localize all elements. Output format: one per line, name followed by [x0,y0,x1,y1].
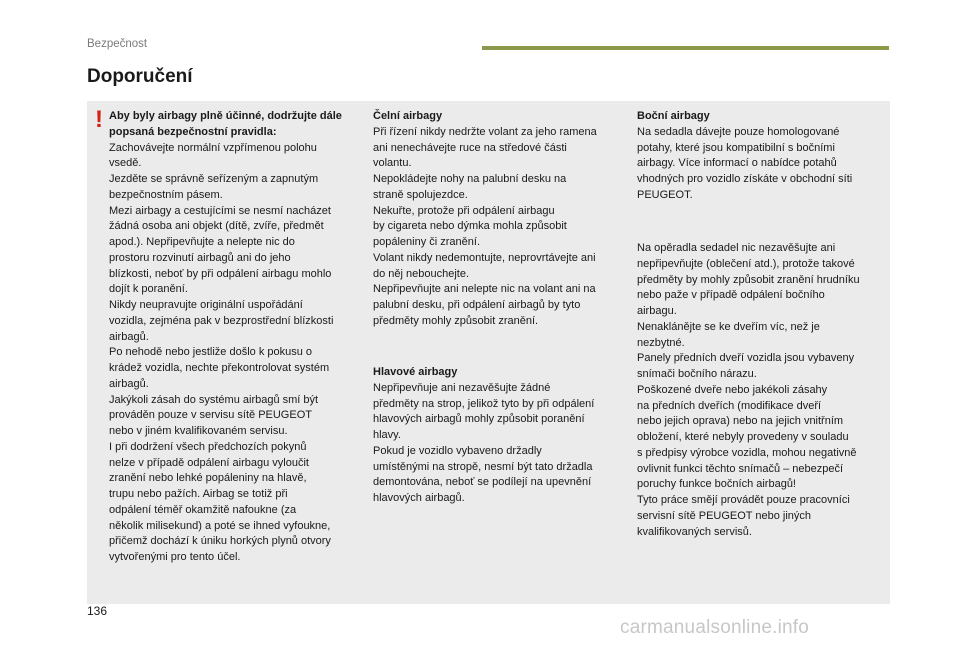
side-airbags-body-2: Na opěradla sedadel nic nezavěšujte ani nepřipevňujte (oblečení atd.), protože takové předměty by mohly způsobit zranění hrudníku nebo paže v případě odpálení bočního airbagu. Nenaklánějte se ke dveřím víc, než je nezbytné. Panely předních dveří vozidla jsou vybaveny snímači bočního nárazu. Poškozené dveře nebo jakékoli zásahy na předních dveřích (modifikace dveří nebo jejich oprava) nebo na jejich vnitřním obložení, které nebyly provedeny v souladu s předpisy výrobce vozidla, mohou negativně ovlivnit funkci těchto snímačů – nebezpečí poruchy funkce bočních airbagů! Tyto práce smějí provádět pouze pracovníci servisní sítě PEUGEOT nebo jiných kvalifikovaných servisů. [637,242,860,538]
column-general [109,109,359,566]
head-airbags-heading: Hlavové airbagy [373,366,458,378]
column-head-airbags [373,365,623,507]
page-title: Doporučení [87,66,193,87]
header-divider-bar [482,46,889,50]
column-front-airbags [373,109,623,330]
side-airbags-body: Na sedadla dávejte pouze homologované potahy, které jsou kompatibilní s bočními airbagy. Více informací o nabídce potahů vhodných pro vozidlo získáte v obchodní síti PEUGEOT. [637,125,853,201]
page-number: 136 [87,604,108,618]
section-label: Bezpečnost [87,38,148,50]
watermark: carmanualsonline.info [620,617,810,638]
general-body: Zachovávejte normální vzpřímenou polohu vsedě. Jezděte se správně seřízeným a zapnutým bezpečnostním pásem. Mezi airbagy a cestujícími se nesmí nacházet žádná osoba ani objekt (dítě, zvíře, předmět apod.). Nepřipevňujte a nelepte nic do prostoru rozvinutí airbagů ani do jeho blízkosti, neboť by při odpálení airbagu mohlo dojít k poranění. Nikdy neupravujte originální uspořádání vozidla, zejména pak v bezprostřední blízkosti airbagů. Po nehodě nebo jestliže došlo k pokusu o krádež vozidla, nechte překontrolovat systém airbagů. Jakýkoli zásah do systému airbagů smí být prováděn pouze v servisu sítě PEUGEOT nebo v jiném kvalifikovaném servisu. I při dodržení všech předchozích pokynů nelze v případě odpálení airbagu vyloučit zranění nebo lehké popáleniny na hlavě, trupu nebo pažích. Airbag se totiž při odpálení téměř okamžitě nafoukne (za několik milisekund) a poté se ihned vyfoukne, přičemž dochází k úniku horkých plynů otvory vytvořenými pro tento účel. [109,141,334,563]
front-airbags-heading: Čelní airbagy [373,110,443,122]
general-heading: Aby byly airbagy plně účinné, dodržujte dále popsaná bezpečnostní pravidla: [109,110,342,138]
front-airbags-body: Při řízení nikdy nedržte volant za jeho ramena ani nenechávejte ruce na středové části volantu. Nepokládejte nohy na palubní desku na straně spolujezdce. Nekuřte, protože při odpálení airbagu by cigareta nebo dýmka mohla způsobit popáleniny či zranění. Volant nikdy nedemontujte, neprovrtávejte ani do něj nebouchejte. Nepřipevňujte ani nelepte nic na volant ani na palubní desku, při odpálení airbagů by tyto předměty mohly způsobit zranění. [373,125,597,327]
head-airbags-body: Nepřipevňuje ani nezavěšujte žádné předměty na strop, jelikož tyto by při odpálení hlavových airbagů mohly způsobit poranění hlavy. Pokud je vozidlo vybaveno držadly umístěnými na stropě, nesmí být tato držadla demontována, neboť se podílejí na upevnění hlavových airbagů. [373,381,595,504]
side-airbags-continued [637,241,887,540]
side-airbags-heading: Boční airbagy [637,110,710,122]
column-side-airbags [637,109,887,204]
exclamation-icon: ! [95,106,103,133]
